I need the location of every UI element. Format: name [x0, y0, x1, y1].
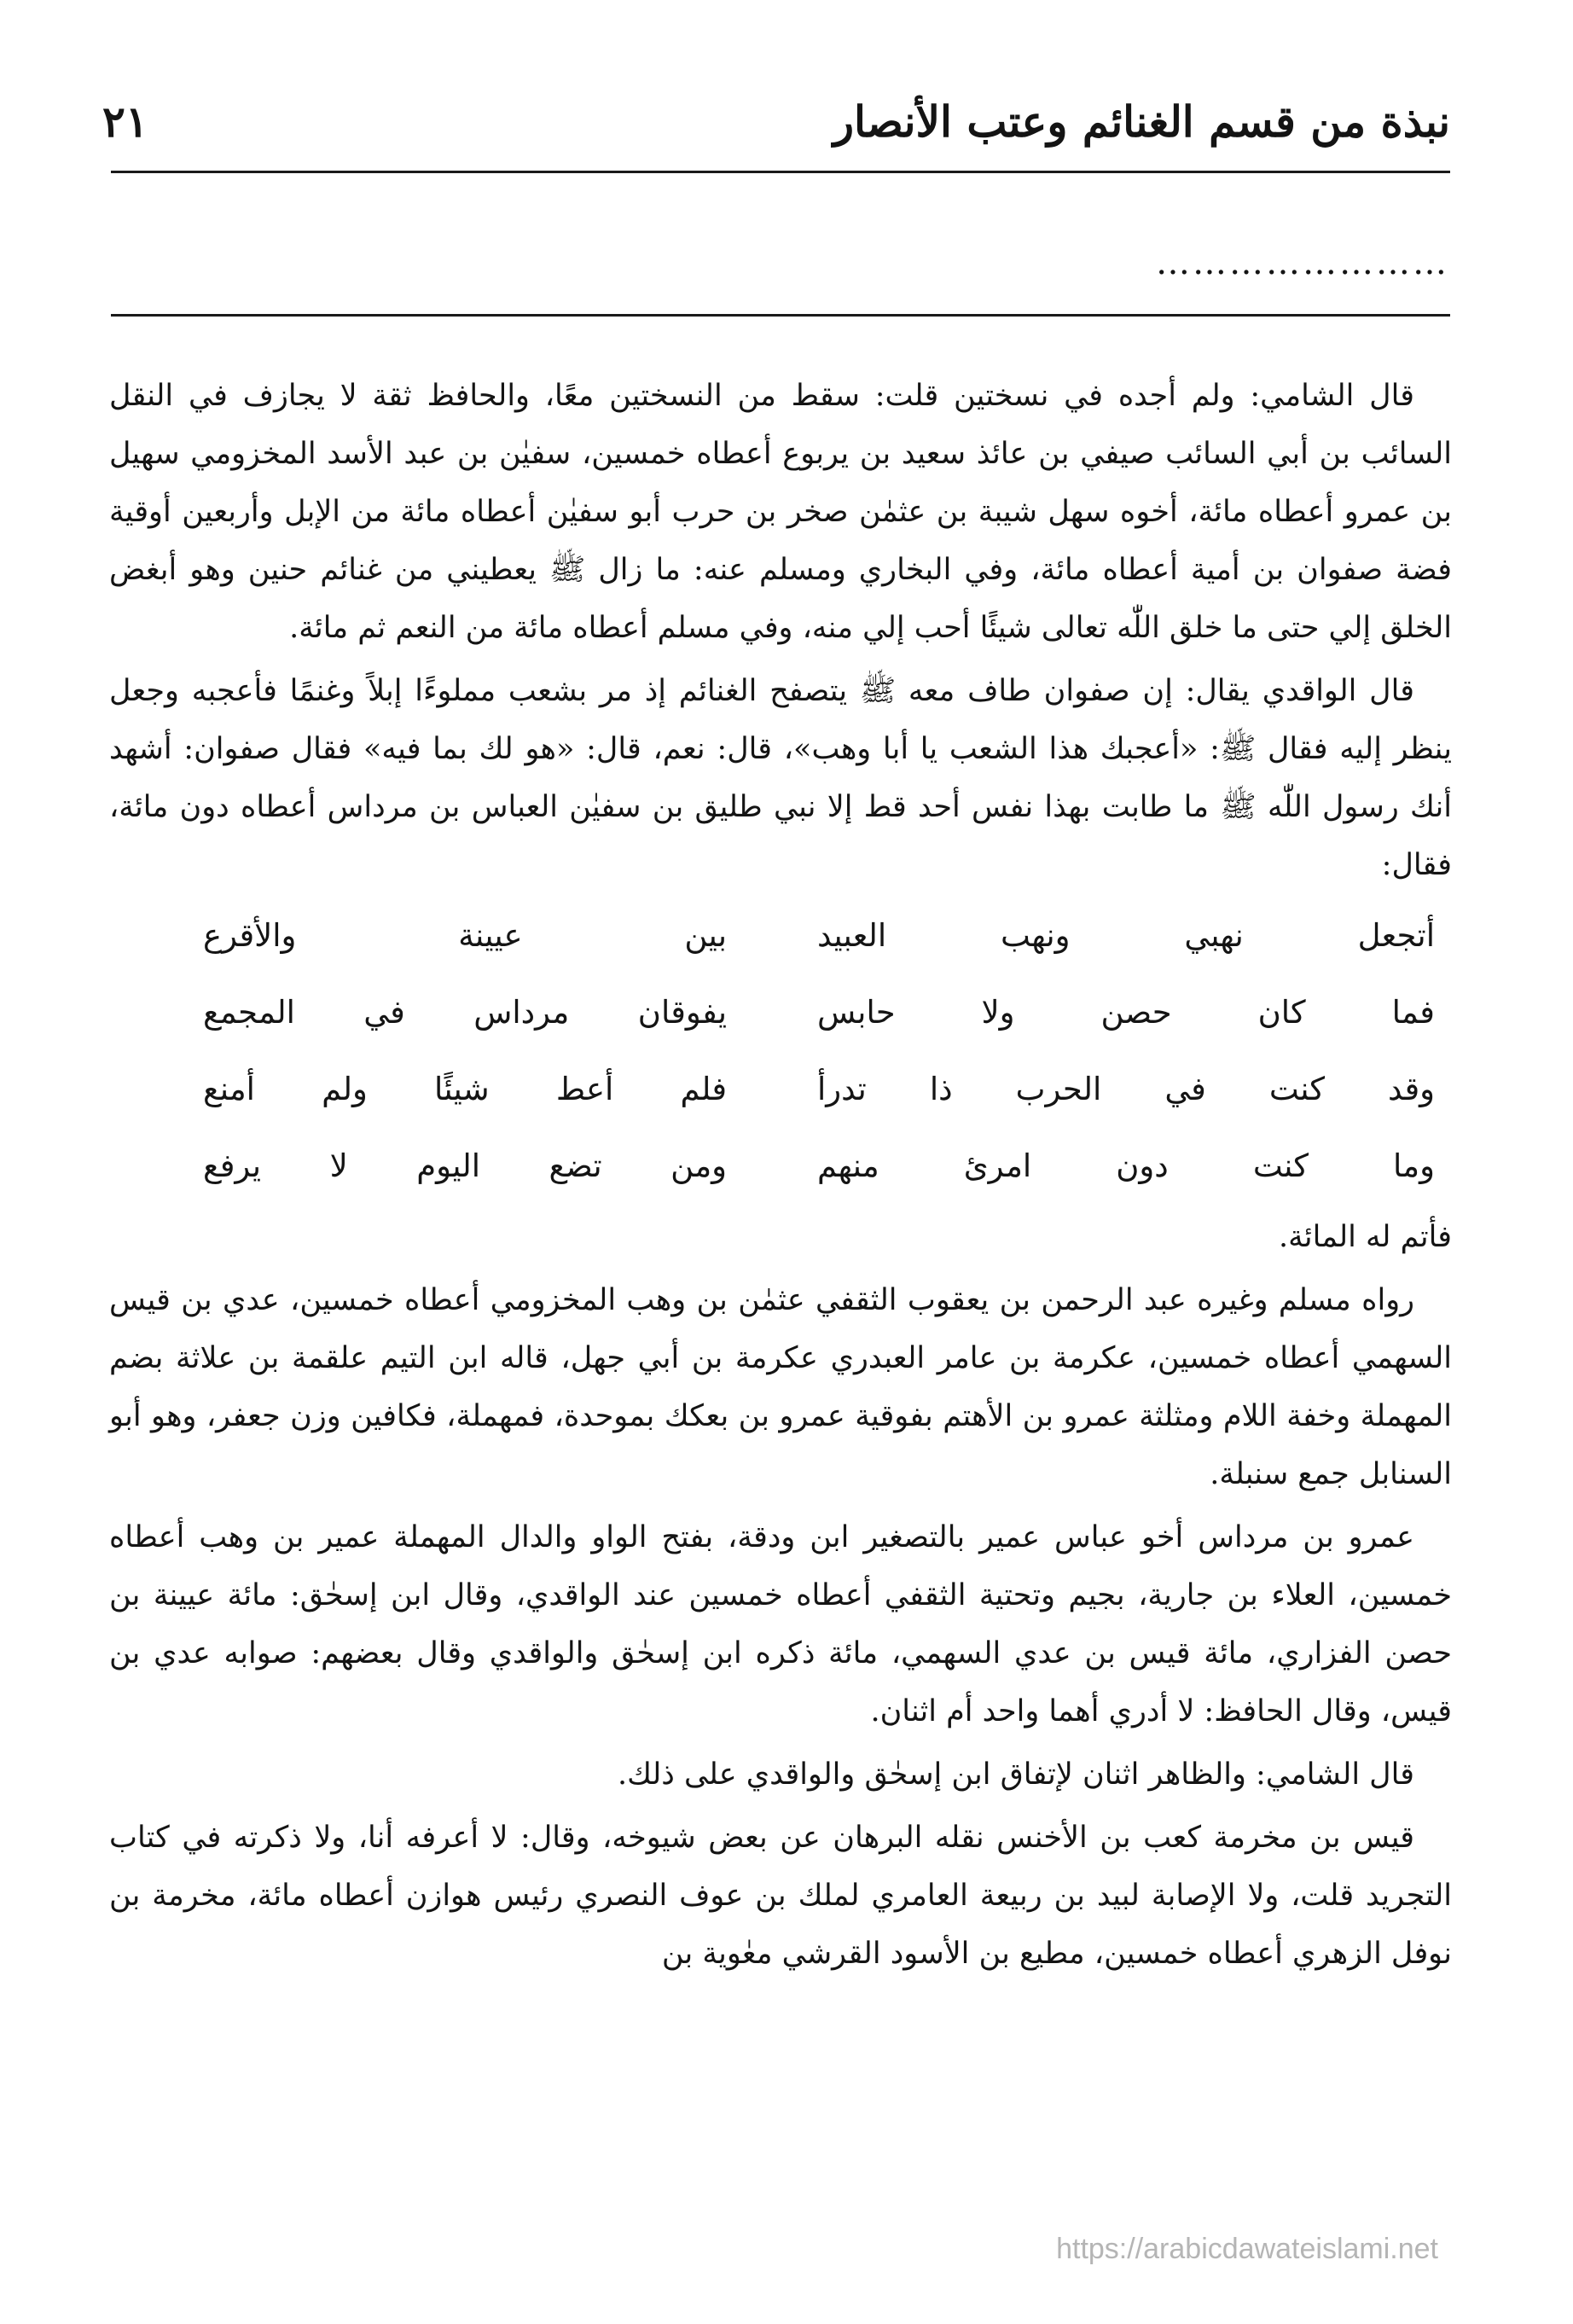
verse-second-hemistich: بين عيينة والأقرع [203, 917, 728, 954]
paragraph: رواه مسلم وغيره عبد الرحمن بن يعقوب الثقفي عثمٰن بن وهب المخزومي أعطاه خمسين، عدي بن قيس السهمي أعطاه خمسين، عكرمة بن عامر العبدري عكرمة بن أبي جهل، قاله ابن التيم علقمة بن علاثة بضم المهملة وخفة اللام ومثلثة عمرو بن الأهتم بفوقية عمرو بن بعكك بموحدة، فمهملة، فكافين وزن جعفر، وهو أبو السنابل جمع سنبلة. [109, 1283, 1452, 1491]
paragraph: قيس بن مخرمة كعب بن الأخنس نقله البرهان عن بعض شيوخه، وقال: لا أعرفه أنا، ولا ذكرته في كتاب التجريد قلت، ولا الإصابة لبيد بن ربيعة العامري لملك بن عوف النصري رئيس هوازن أعطاه مائة، مخرمة بن نوفل الزهري أعطاه خمسين، مطيع بن الأسود القرشي معٰوية بن [109, 1821, 1452, 1971]
page-number: ٢١ [102, 96, 148, 147]
poem-verse [109, 898, 1452, 974]
poem-verse [109, 1051, 1452, 1128]
verse-first-hemistich: وقد كنت في الحرب ذا تدرأ [816, 1071, 1435, 1107]
omission-dots: …………………… [1156, 243, 1449, 282]
running-title: نبذة من قسم الغنائم وعتب الأنصار [833, 96, 1450, 147]
source-watermark: https://arabicdawateislami.net [1056, 2233, 1438, 2265]
poem-verse [109, 974, 1452, 1051]
verse-first-hemistich: وما كنت دون امرئ منهم [816, 1147, 1435, 1184]
main-text [109, 367, 1452, 1983]
verse-second-hemistich: يفوقان مرداس في المجمع [203, 994, 728, 1031]
page-header [102, 84, 1450, 160]
poem-verse [109, 1128, 1452, 1205]
header-rule [111, 171, 1450, 173]
paragraph: فأتم له المائة. [1278, 1220, 1452, 1254]
paragraph: قال الشامي: والظاهر اثنان لإتفاق ابن إسحٰق والواقدي على ذلك. [617, 1758, 1414, 1792]
verse-first-hemistich: فما كان حصن ولا حابس [816, 994, 1435, 1031]
verse-second-hemistich: ومن تضع اليوم لا يرفع [203, 1147, 728, 1184]
verse-second-hemistich: فلم أعط شيئًا ولم أمنع [203, 1071, 728, 1107]
verse-first-hemistich: أتجعل نهبي ونهب العبيد [816, 917, 1435, 954]
section-rule [111, 314, 1450, 317]
poem [109, 898, 1452, 1205]
paragraph: عمرو بن مرداس أخو عباس عمير بالتصغير ابن ودقة، بفتح الواو والدال المهملة عمير بن وهب أعطاه خمسين، العلاء بن جارية، بجيم وتحتية الثقفي أعطاه خمسين عند الواقدي، وقال ابن إسحٰق: مائة عيينة بن حصن الفزاري، مائة قيس بن عدي السهمي، مائة ذكره ابن إسحٰق والواقدي وقال بعضهم: صوابه عدي بن قيس، وقال الحافظ: لا أدري أهما واحد أم اثنان. [109, 1520, 1452, 1728]
paragraph: قال الواقدي يقال: إن صفوان طاف معه ﷺ يتصفح الغنائم إذ مر بشعب مملوءًا إبلاً وغنمًا فأعجبه وجعل ينظر إليه فقال ﷺ: «أعجبك هذا الشعب يا أبا وهب»، قال: نعم، قال: «هو لك بما فيه» فقال صفوان: أشهد أنك رسول اللّٰه ﷺ ما طابت بهذا نفس أحد قط إلا نبي طليق بن سفيٰن العباس بن مرداس أعطاه دون مائة، فقال: [109, 674, 1452, 882]
paragraph: قال الشامي: ولم أجده في نسختين قلت: سقط من النسختين معًا، والحافظ ثقة لا يجازف في النقل السائب بن أبي السائب صيفي بن عائذ سعيد بن يربوع أعطاه خمسين، سفيٰن بن عبد الأسد المخزومي سهيل بن عمرو أعطاه مائة، أخوه سهل شيبة بن عثمٰن صخر بن حرب أبو سفيٰن أعطاه مائة من الإبل وأربعين أوقية فضة صفوان بن أمية أعطاه مائة، وفي البخاري ومسلم عنه: ما زال ﷺ يعطيني من غنائم حنين وهو أبغض الخلق إلي حتى ما خلق اللّٰه تعالى شيئًا أحب إلي منه، وفي مسلم أعطاه مائة من النعم ثم مائة. [109, 379, 1452, 645]
